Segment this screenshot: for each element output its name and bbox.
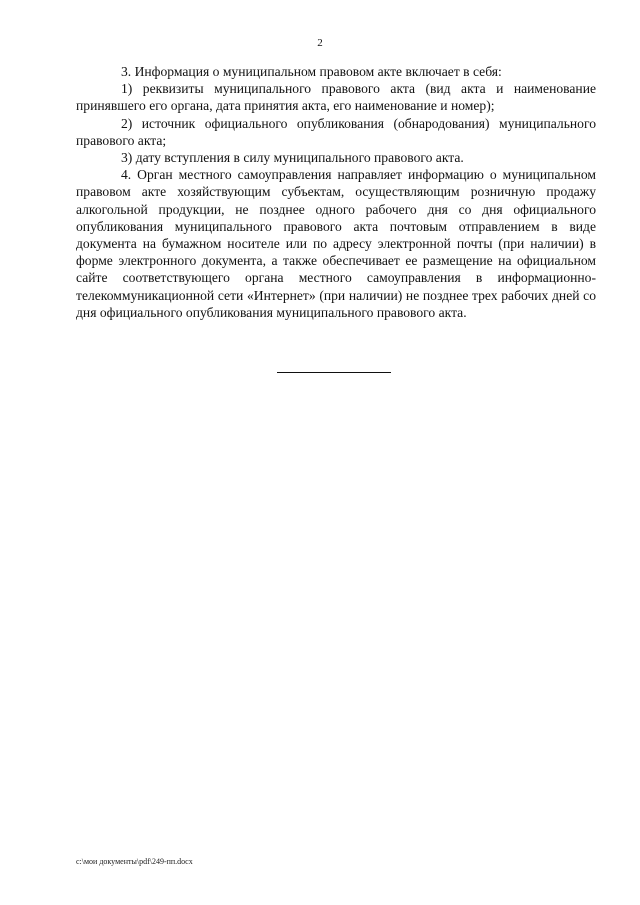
page-number: 2 <box>317 37 323 49</box>
paragraph-effective-date: 3) дату вступления в силу муниципального правового акта. <box>121 150 464 166</box>
paragraph-item-3-intro: 3. Информация о муниципальном правовом акте включает в себя: <box>121 64 502 79</box>
document-body <box>76 63 596 321</box>
footer-file-path: c:\мои документы\pdf\249-пп.docx <box>76 857 193 866</box>
paragraph-item-4: 4. Орган местного самоуправления направляет информацию о муниципальном правовом акте хозяйствующим субъектам, осуществляющим розничную продажу алкогольной продукции, не позднее одного рабочего дня со дня официального опубликования муниципального правового акта почтовым отправлением в виде документа на бумажном носителе или по адресу электронной почты (при наличии) в форме электронного документа, а также обеспечивает ее размещение на официальном сайте соответствующего органа местного самоуправления в информационно-телекоммуникационной сети «Интернет» (при наличии) не позднее трех рабочих дней со дня официального опубликования муниципального правового акта. <box>76 167 596 320</box>
end-divider-line <box>277 372 391 373</box>
paragraph-requisites: 1) реквизиты муниципального правового акта (вид акта и наименование принявшего его органа, дата принятия акта, его наименование и номер); <box>76 81 596 114</box>
paragraph-publication-source: 2) источник официального опубликования (обнародования) муниципального правового акта; <box>76 115 596 148</box>
